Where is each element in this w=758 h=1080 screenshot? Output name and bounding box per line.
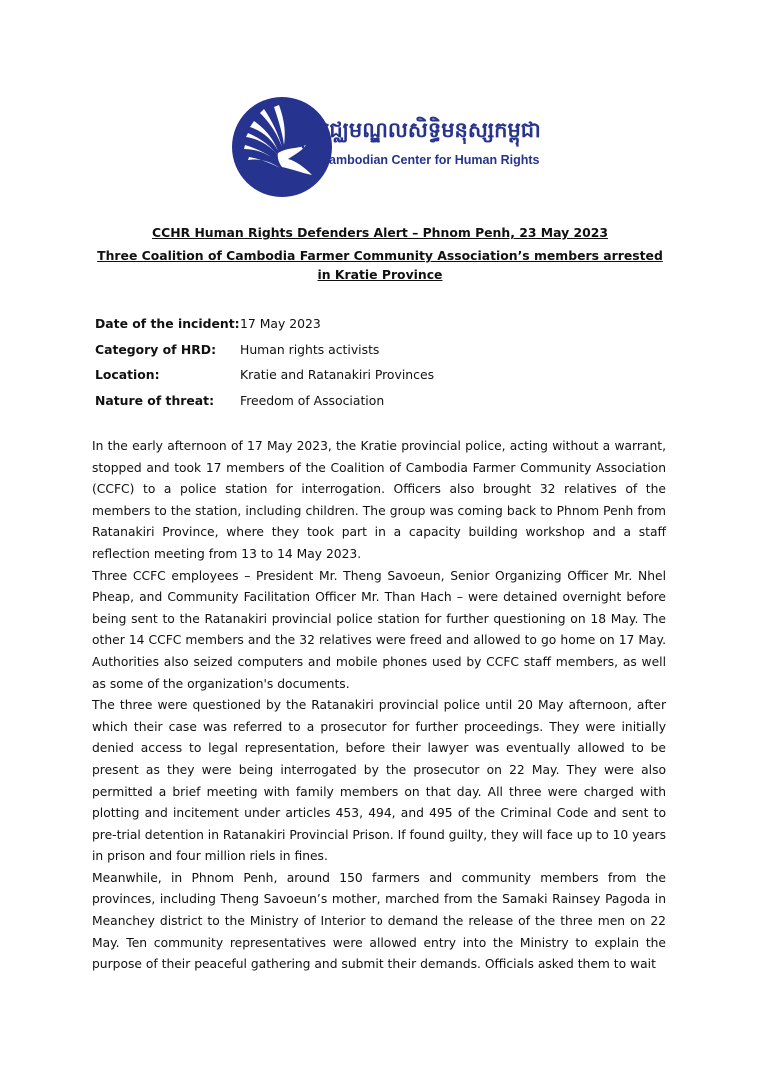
info-row-location bbox=[95, 362, 655, 388]
paragraph: In the early afternoon of 17 May 2023, the Kratie provincial police, acting without a warrant, stopped and took 17 members of the Coalition of Cambodia Farmer Community Association (CCFC) to a police station for interrogation. Officers also brought 32 relatives of the members to the station, including children. The group was coming back to Phnom Penh from Ratanakiri Province, where they took part in a capacity building workshop and a staff reflection meeting from 13 to 14 May 2023. bbox=[92, 439, 666, 561]
info-label: Category of HRD: bbox=[95, 341, 217, 357]
info-label: Date of the incident: bbox=[95, 316, 240, 332]
incident-info-table bbox=[95, 311, 655, 413]
alert-subtitle: Three Coalition of Cambodia Farmer Community Association’s members arrested in Kratie Province bbox=[97, 248, 663, 282]
info-row-date bbox=[95, 311, 655, 337]
info-value: 17 May 2023 bbox=[240, 316, 321, 332]
logo-english-name: Cambodian Center for Human Rights bbox=[320, 153, 540, 167]
paragraph: The three were questioned by the Ratanakiri provincial police until 20 May afternoon, after which their case was referred to a prosecutor for further proceedings. They were initially denied access to legal representation, before their lawyer was eventually allowed to be present as they were being interrogated by the prosecutor on 22 May. They were also permitted a brief meeting with family members on that day. All three were charged with plotting and incitement under articles 453, 494, and 495 of the Criminal Code and sent to pre-trial detention in Ratanakiri Provincial Prison. If found guilty, they will face up to 10 years in prison and four million riels in fines. bbox=[92, 698, 666, 864]
info-row-threat bbox=[95, 388, 655, 414]
info-label: Nature of threat: bbox=[95, 392, 215, 408]
cchr-logo bbox=[232, 97, 541, 197]
info-value: Human rights activists bbox=[240, 341, 380, 357]
paragraph: Meanwhile, in Phnom Penh, around 150 farmers and community members from the provinces, including Theng Savoeun’s mother, marched from the Samaki Rainsey Pagoda in Meanchey district to the Ministry of Interior to demand the release of the three men on 22 May. Ten community representatives were allowed entry into the Ministry to explain the purpose of their peaceful gathering and submit their demands. Officials asked them to wait bbox=[92, 870, 666, 972]
article-body bbox=[92, 436, 666, 976]
info-row-category bbox=[95, 337, 655, 363]
alert-title: CCHR Human Rights Defenders Alert – Phnom Penh, 23 May 2023 bbox=[152, 225, 608, 240]
info-value: Kratie and Ratanakiri Provinces bbox=[240, 367, 435, 383]
paragraph: Three CCFC employees – President Mr. Theng Savoeun, Senior Organizing Officer Mr. Nhel Pheap, and Community Facilitation Officer Mr. Than Hach – were detained overnight before being sent to the Ratanakiri provincial police station for further questioning on 18 May. The other 14 CCFC members and the 32 relatives were freed and allowed to go home on 17 May. Authorities also seized computers and mobile phones used by CCFC staff members, as well as some of the organization's documents. bbox=[92, 568, 666, 691]
logo-khmer-name: មជ្ឈមណ្ឌលសិទ្ធិមនុស្សកម្ពុជា bbox=[316, 118, 541, 142]
info-value: Freedom of Association bbox=[240, 392, 385, 408]
info-label: Location: bbox=[95, 367, 160, 383]
